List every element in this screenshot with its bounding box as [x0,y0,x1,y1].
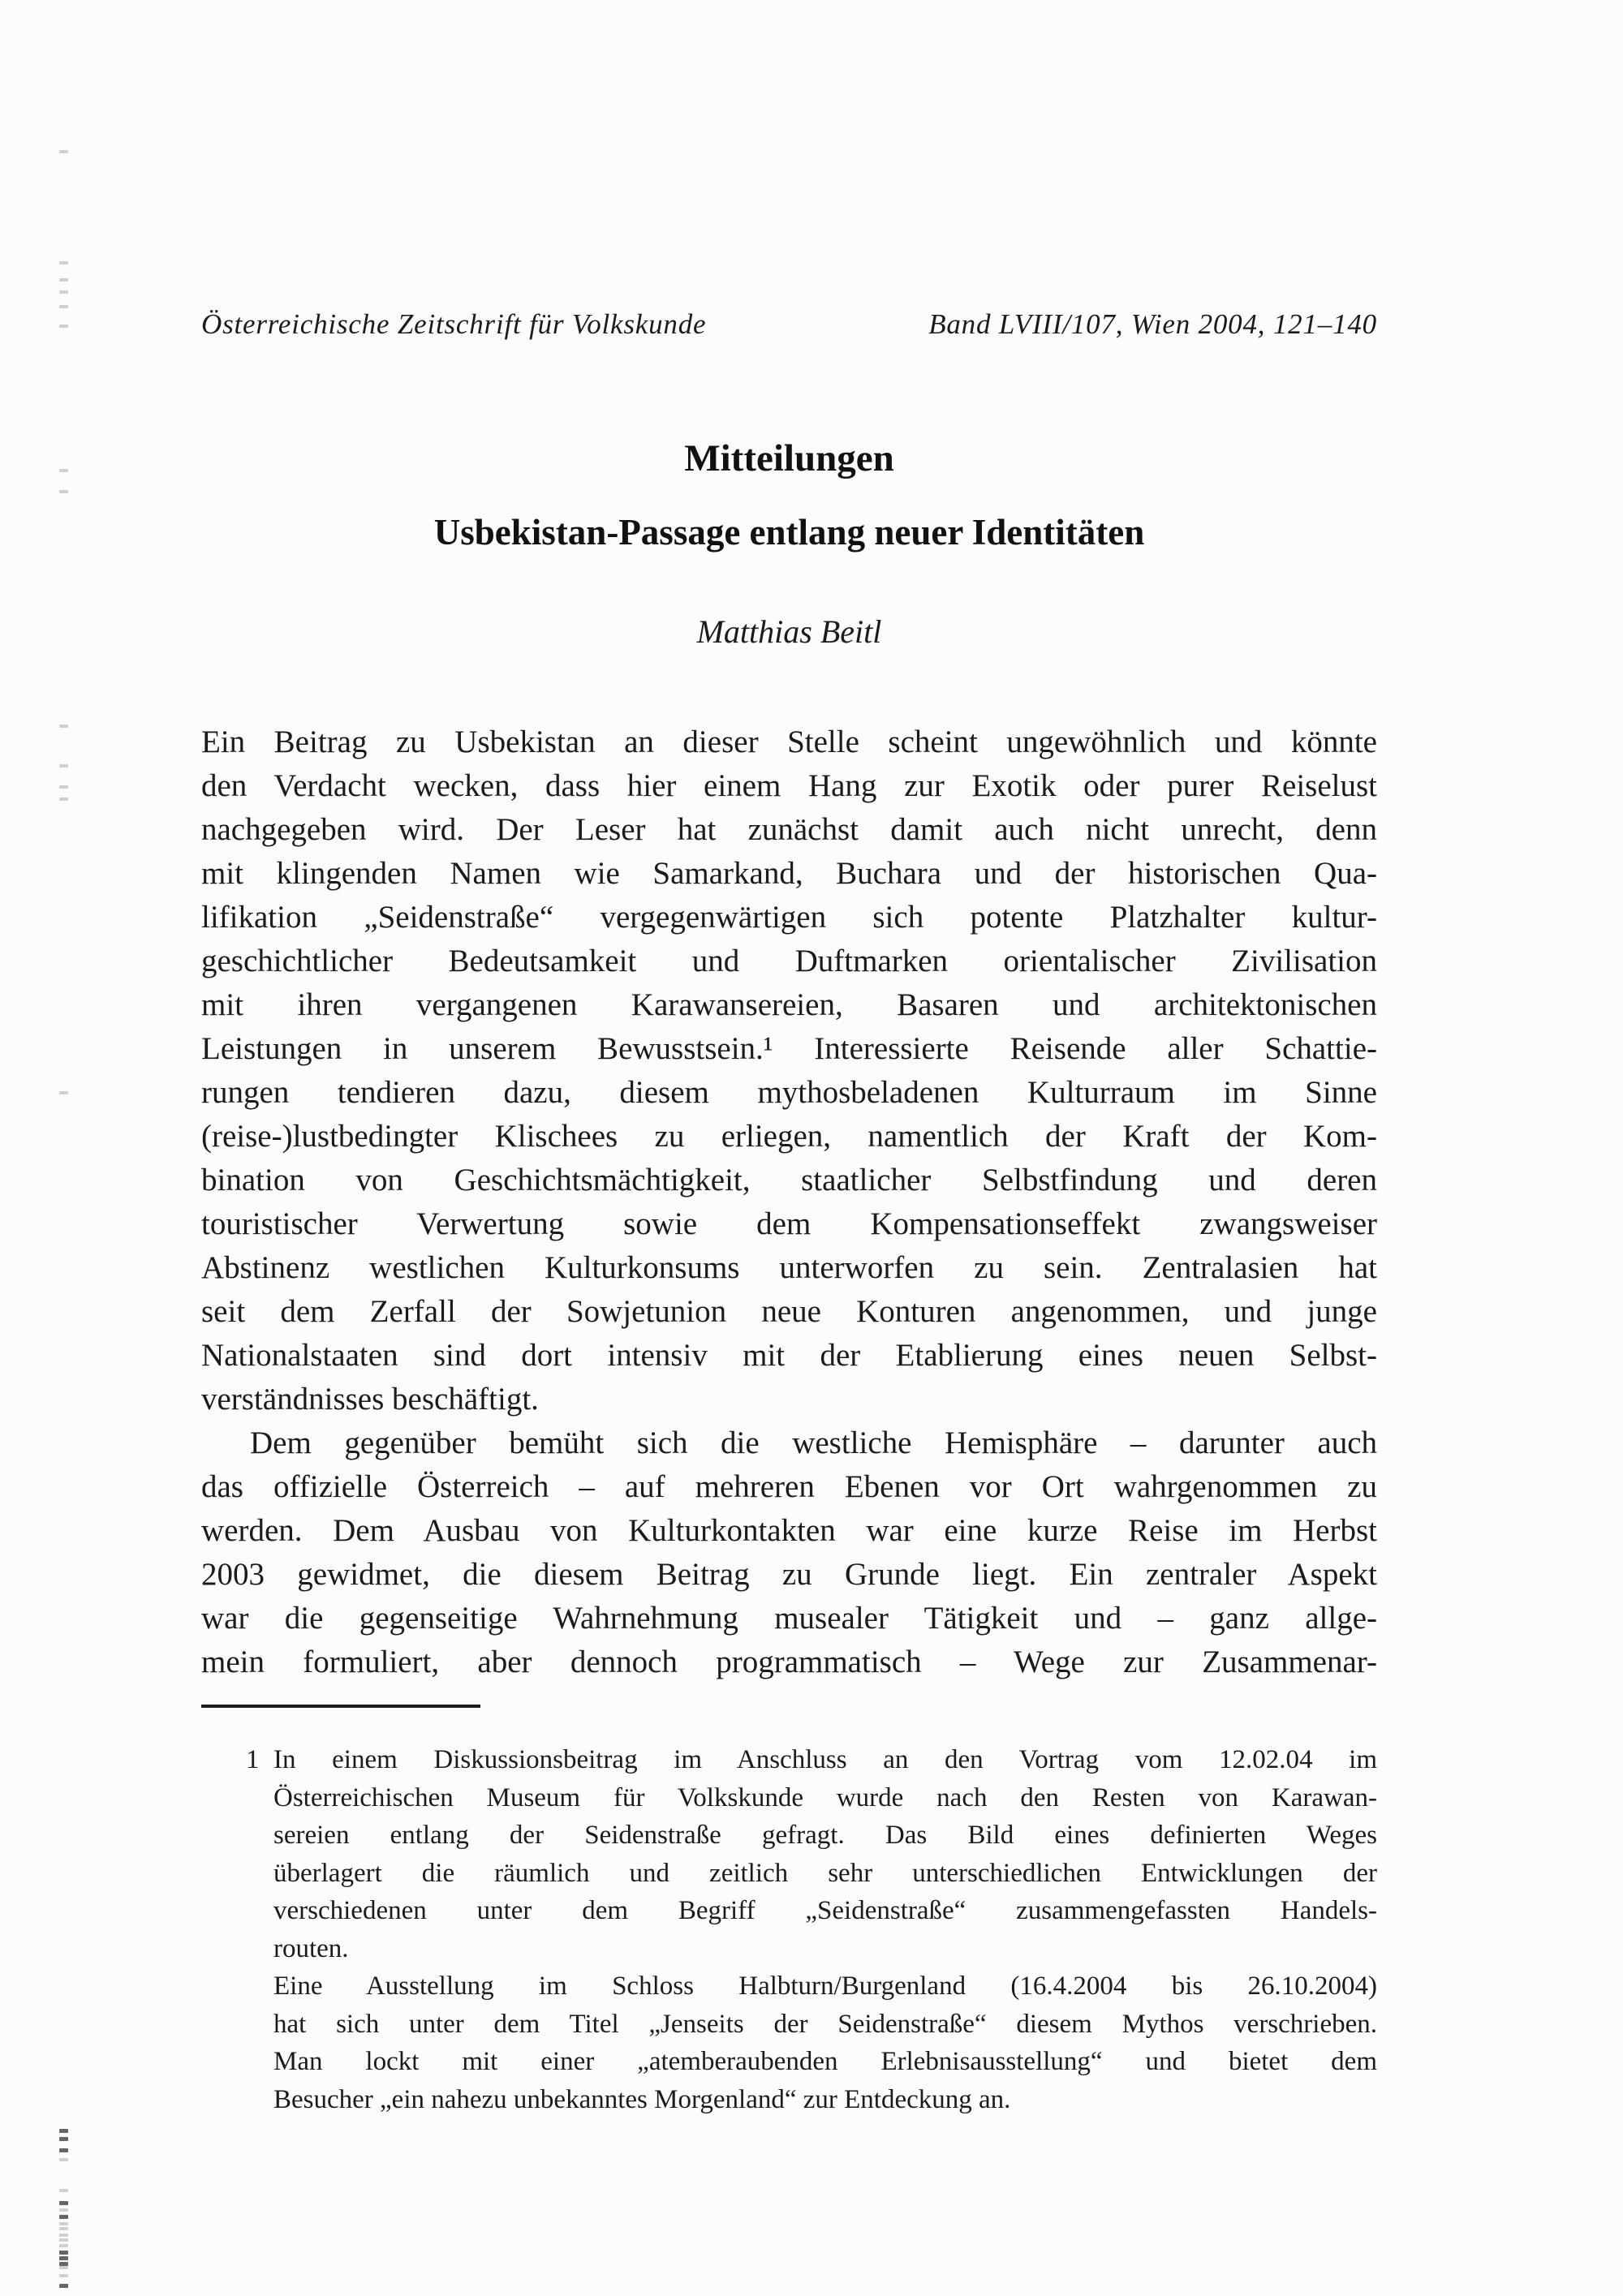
scan-artifact-mark [59,469,68,472]
scan-artifact-mark [59,2284,68,2288]
scan-artifact-mark [59,278,68,282]
body-line: rungen tendieren dazu, diesem mythosbeladenen Kulturraum im Sinne [201,1075,1377,1110]
scan-artifact-mark [59,2256,68,2260]
scan-artifact-mark [59,798,68,801]
scan-artifact-mark [59,150,68,153]
body-line: 2003 gewidmet, die diesem Beitrag zu Grunde liegt. Ein zentraler Aspekt [201,1557,1377,1592]
scan-artifact-mark [59,261,68,264]
scan-artifact-mark [59,785,68,789]
scan-artifact-mark [59,1091,68,1094]
body-paragraph-2 [201,1421,1377,1684]
body-line: (reise-)lustbedingter Klischees zu erliegen, namentlich der Kraft der Kom- [201,1119,1377,1154]
body-line: Abstinenz westlichen Kulturkonsums unterworfen zu sein. Zentralasien hat [201,1250,1377,1285]
scan-artifact-mark [59,2208,68,2212]
scan-artifact-mark [59,305,68,308]
body-line: mit klingenden Namen wie Samarkand, Buchara und der historischen Qua- [201,856,1377,891]
scan-artifact-mark [59,290,68,294]
scan-artifact-mark [59,2244,68,2247]
body-line: geschichtlicher Bedeutsamkeit und Duftmarken orientalischer Zivilisation [201,944,1377,978]
footnote [273,1741,1377,2118]
scan-artifact-mark [59,2266,68,2269]
scan-artifact-mark [59,2227,68,2230]
body-line: Dem gegenüber bemüht sich die westliche Hemisphäre – darunter auch [250,1425,1377,1460]
article-title: Usbekistan-Passage entlang neuer Identitäten [433,512,1145,553]
footnote-marker: 1 [246,1745,260,1774]
scan-artifact-mark [59,2129,68,2133]
footnote-line: Man lockt mit einer „atemberaubenden Erlebnisausstellung“ und bietet dem [273,2047,1377,2076]
body-paragraph-1 [201,720,1377,1421]
article-author: Matthias Beitl [696,613,882,650]
body-line: Nationalstaaten sind dort intensiv mit der Etablierung eines neuen Selbst- [201,1338,1377,1373]
scan-artifact-mark [59,2137,68,2141]
scan-artifact-mark [59,2201,68,2205]
scan-artifact-mark [59,2251,68,2255]
scan-artifact-mark [59,2158,68,2161]
scan-artifact-mark [59,2274,68,2277]
footnote-line: Eine Ausstellung im Schloss Halbturn/Burgenland (16.4.2004 bis 26.10.2004) [273,1971,1377,2001]
scan-artifact-mark [59,325,68,328]
body-line: verständnisses beschäftigt. [201,1382,539,1417]
page-header [201,308,1377,341]
body-line: Leistungen in unserem Bewusstsein.¹ Interessierte Reisende aller Schattie- [201,1031,1377,1066]
footnote-line: sereien entlang der Seidenstraße gefragt. Das Bild eines definierten Weges [273,1821,1377,1850]
footnote-line: In einem Diskussionsbeitrag im Anschluss an den Vortrag vom 12.02.04 im [273,1745,1377,1774]
footnote-line: Österreichischen Museum für Volkskunde wurde nach den Resten von Karawan- [273,1782,1377,1812]
body-line: das offizielle Österreich – auf mehreren Ebenen vor Ort wahrgenommen zu [201,1469,1377,1504]
body-line: nachgegeben wird. Der Leser hat zunächst damit auch nicht unrecht, denn [201,812,1377,847]
article-body [201,720,1377,1684]
journal-title: Österreichische Zeitschrift für Volkskunde [201,308,707,340]
scan-artifact-mark [59,2262,68,2266]
body-line: den Verdacht wecken, dass hier einem Hang zur Exotik oder purer Reiselust [201,768,1377,803]
scan-artifact-mark [59,2238,68,2242]
scan-artifact-mark [59,2215,68,2219]
body-line: mit ihren vergangenen Karawansereien, Basaren und architektonischen [201,987,1377,1022]
footnote-line: überlagert die räumlich und zeitlich sehr unterschiedlichen Entwicklungen der [273,1858,1377,1888]
body-line: touristischer Verwertung sowie dem Kompensationseffekt zwangsweiser [201,1206,1377,1241]
body-line: war die gegenseitige Wahrnehmung musealer Tätigkeit und – ganz allge- [201,1601,1377,1636]
body-line: werden. Dem Ausbau von Kulturkontakten war eine kurze Reise im Herbst [201,1513,1377,1548]
body-line: mein formuliert, aber dennoch programmatisch – Wege zur Zusammenar- [201,1645,1377,1679]
scan-artifact-mark [59,2234,68,2237]
body-line: lifikation „Seidenstraße“ vergegenwärtigen sich potente Platzhalter kultur- [201,900,1377,935]
footnote-line: verschiedenen unter dem Begriff „Seidenstraße“ zusammengefassten Handels- [273,1896,1377,1925]
scan-artifact-mark [59,2189,68,2192]
scan-artifact-mark [59,2222,68,2225]
footnote-line: Besucher „ein nahezu unbekanntes Morgenland“ zur Entdeckung an. [273,2084,1011,2114]
footnote-separator-rule [201,1705,480,1708]
body-line: seit dem Zerfall der Sowjetunion neue Konturen angenommen, und junge [201,1294,1377,1329]
section-title: Mitteilungen [684,437,894,479]
scan-artifact-mark [59,2148,68,2152]
footnote-line: routen. [273,1933,349,1963]
scan-artifact-mark [59,490,68,493]
footnote-line: hat sich unter dem Titel „Jenseits der Seidenstraße“ diesem Mythos verschrieben. [273,2009,1377,2039]
issue-info: Band LVIII/107, Wien 2004, 121–140 [928,308,1377,340]
scan-artifact-mark [59,724,68,728]
scan-artifact-mark [59,764,68,767]
body-line: bination von Geschichtsmächtigkeit, staatlicher Selbstfindung und deren [201,1163,1377,1197]
body-line: Ein Beitrag zu Usbekistan an dieser Stelle scheint ungewöhnlich und könnte [201,724,1377,759]
